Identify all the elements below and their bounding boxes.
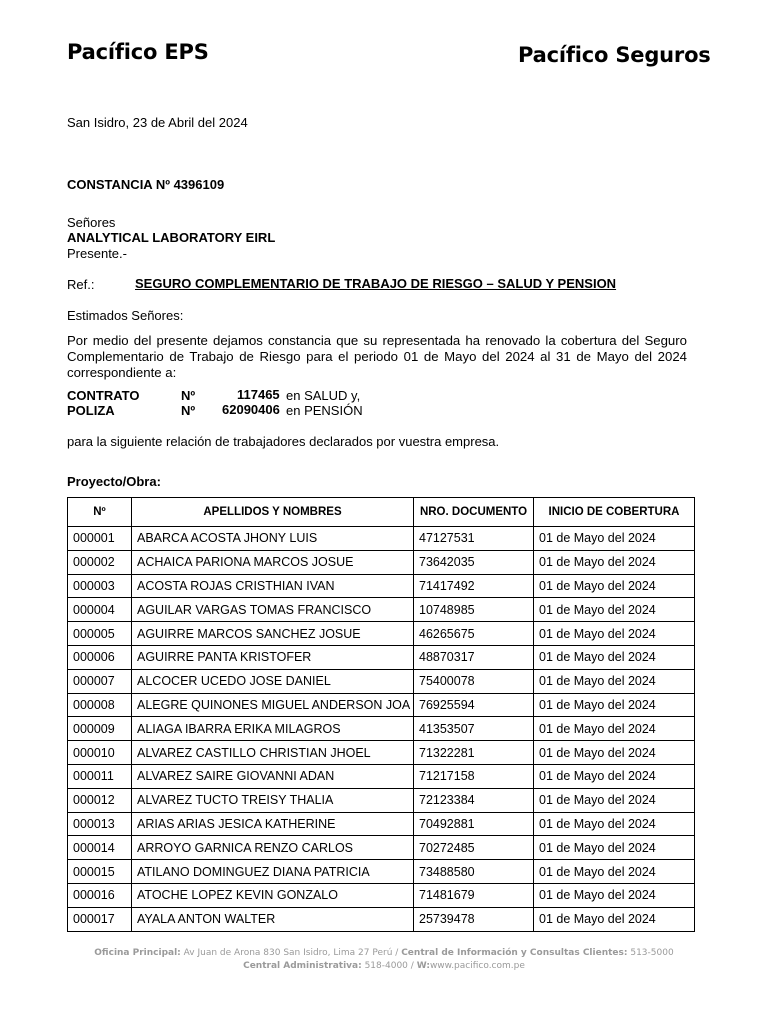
contrato-number: 117465 [237, 387, 280, 402]
header-number: Nº [68, 498, 132, 527]
row-number: 000005 [68, 622, 132, 646]
company-name: ANALYTICAL LABORATORY EIRL [67, 230, 276, 245]
table-row [68, 741, 695, 765]
coverage-start: 01 de Mayo del 2024 [534, 812, 695, 836]
worker-name: ATOCHE LOPEZ KEVIN GONZALO [132, 883, 414, 907]
poliza-desc: en PENSIÓN [286, 403, 363, 418]
worker-name: ACHAICA PARIONA MARCOS JOSUE [132, 550, 414, 574]
constancia-number: CONSTANCIA Nº 4396109 [67, 177, 225, 192]
footer-office-text: Av Juan de Arona 830 San Isidro, Lima 27 Perú / [183, 948, 399, 958]
coverage-start: 01 de Mayo del 2024 [534, 788, 695, 812]
table-row [68, 788, 695, 812]
presente: Presente.- [67, 246, 127, 261]
footer-line-1 [0, 948, 768, 958]
worker-name: ABARCA ACOSTA JHONY LUIS [132, 527, 414, 551]
footer-admin-label: Central Administrativa: [243, 961, 362, 971]
coverage-start: 01 de Mayo del 2024 [534, 764, 695, 788]
table-row [68, 550, 695, 574]
row-number: 000012 [68, 788, 132, 812]
worker-name: AYALA ANTON WALTER [132, 907, 414, 931]
greeting: Estimados Señores: [67, 308, 184, 323]
row-number: 000002 [68, 550, 132, 574]
document-number: 73488580 [414, 860, 534, 884]
footer-info-text: 513-5000 [630, 948, 674, 958]
poliza-n: Nº [181, 403, 196, 418]
table-row [68, 907, 695, 931]
row-number: 000016 [68, 883, 132, 907]
brand-logo-seguros: Pacífico Seguros [518, 43, 711, 67]
workers-table [67, 497, 695, 932]
table-row [68, 645, 695, 669]
coverage-start: 01 de Mayo del 2024 [534, 622, 695, 646]
worker-name: AGUILAR VARGAS TOMAS FRANCISCO [132, 598, 414, 622]
worker-name: ACOSTA ROJAS CRISTHIAN IVAN [132, 574, 414, 598]
document-number: 41353507 [414, 717, 534, 741]
footer-line-2 [0, 961, 768, 971]
coverage-start: 01 de Mayo del 2024 [534, 717, 695, 741]
body-line: Complementario de Trabajo de Riesgo para el periodo 01 de Mayo del 2024 al 31 de Mayo del 2024 [67, 349, 687, 364]
document-number: 71322281 [414, 741, 534, 765]
row-number: 000010 [68, 741, 132, 765]
coverage-start: 01 de Mayo del 2024 [534, 907, 695, 931]
worker-name: ALVAREZ TUCTO TREISY THALIA [132, 788, 414, 812]
worker-name: ALVAREZ SAIRE GIOVANNI ADAN [132, 764, 414, 788]
header-document: NRO. DOCUMENTO [414, 498, 534, 527]
worker-name: AGUIRRE MARCOS SANCHEZ JOSUE [132, 622, 414, 646]
worker-name: AGUIRRE PANTA KRISTOFER [132, 645, 414, 669]
header-coverage: INICIO DE COBERTURA [534, 498, 695, 527]
relation-text: para la siguiente relación de trabajadores declarados por vuestra empresa. [67, 434, 500, 449]
document-number: 46265675 [414, 622, 534, 646]
table-row [68, 883, 695, 907]
coverage-start: 01 de Mayo del 2024 [534, 693, 695, 717]
contrato-desc: en SALUD y, [286, 388, 361, 403]
row-number: 000004 [68, 598, 132, 622]
document-number: 70492881 [414, 812, 534, 836]
header-name: APELLIDOS Y NOMBRES [132, 498, 414, 527]
row-number: 000017 [68, 907, 132, 931]
footer-web-label: W: [416, 961, 430, 971]
project-label: Proyecto/Obra: [67, 474, 161, 489]
row-number: 000006 [68, 645, 132, 669]
coverage-start: 01 de Mayo del 2024 [534, 836, 695, 860]
coverage-start: 01 de Mayo del 2024 [534, 645, 695, 669]
coverage-start: 01 de Mayo del 2024 [534, 741, 695, 765]
coverage-start: 01 de Mayo del 2024 [534, 574, 695, 598]
worker-name: ALCOCER UCEDO JOSE DANIEL [132, 669, 414, 693]
row-number: 000009 [68, 717, 132, 741]
body-line: correspondiente a: [67, 365, 177, 380]
place-date: San Isidro, 23 de Abril del 2024 [67, 115, 248, 130]
coverage-start: 01 de Mayo del 2024 [534, 598, 695, 622]
ref-label: Ref.: [67, 277, 95, 292]
table-row [68, 836, 695, 860]
footer-office-label: Oficina Principal: [94, 948, 181, 958]
worker-name: ALEGRE QUINONES MIGUEL ANDERSON JOA [132, 693, 414, 717]
footer-admin-text: 518-4000 / [364, 961, 414, 971]
document-number: 75400078 [414, 669, 534, 693]
poliza-number: 62090406 [222, 402, 280, 417]
table-row [68, 527, 695, 551]
salutation-prefix: Señores [67, 215, 116, 230]
contrato-label: CONTRATO [67, 388, 140, 403]
row-number: 000001 [68, 527, 132, 551]
coverage-start: 01 de Mayo del 2024 [534, 669, 695, 693]
coverage-start: 01 de Mayo del 2024 [534, 860, 695, 884]
document-number: 10748985 [414, 598, 534, 622]
worker-name: ARROYO GARNICA RENZO CARLOS [132, 836, 414, 860]
row-number: 000015 [68, 860, 132, 884]
ref-text: SEGURO COMPLEMENTARIO DE TRABAJO DE RIESGO – SALUD Y PENSION [135, 276, 617, 291]
row-number: 000008 [68, 693, 132, 717]
body-line: Por medio del presente dejamos constancia que su representada ha renovado la cobertura del Seguro [67, 333, 687, 348]
table-row [68, 622, 695, 646]
contrato-n: Nº [181, 388, 196, 403]
worker-name: ALVAREZ CASTILLO CHRISTIAN JHOEL [132, 741, 414, 765]
poliza-label: POLIZA [67, 403, 115, 418]
coverage-start: 01 de Mayo del 2024 [534, 883, 695, 907]
row-number: 000013 [68, 812, 132, 836]
table-row [68, 669, 695, 693]
document-number: 73642035 [414, 550, 534, 574]
table-row [68, 598, 695, 622]
body-paragraph [67, 333, 687, 381]
worker-name: ATILANO DOMINGUEZ DIANA PATRICIA [132, 860, 414, 884]
document-number: 71481679 [414, 883, 534, 907]
row-number: 000014 [68, 836, 132, 860]
footer-web-text: www.pacifico.com.pe [429, 961, 525, 971]
coverage-start: 01 de Mayo del 2024 [534, 550, 695, 574]
row-number: 000007 [68, 669, 132, 693]
table-row [68, 860, 695, 884]
document-number: 70272485 [414, 836, 534, 860]
document-number: 25739478 [414, 907, 534, 931]
table-row [68, 693, 695, 717]
row-number: 000011 [68, 764, 132, 788]
footer-info-label: Central de Información y Consultas Clientes: [401, 948, 628, 958]
brand-logo-eps: Pacífico EPS [67, 40, 209, 64]
row-number: 000003 [68, 574, 132, 598]
table-row [68, 764, 695, 788]
coverage-start: 01 de Mayo del 2024 [534, 527, 695, 551]
table-row [68, 812, 695, 836]
worker-name: ALIAGA IBARRA ERIKA MILAGROS [132, 717, 414, 741]
document-number: 47127531 [414, 527, 534, 551]
document-number: 71217158 [414, 764, 534, 788]
document-number: 71417492 [414, 574, 534, 598]
table-row [68, 717, 695, 741]
table-row [68, 574, 695, 598]
table-header-row [68, 498, 695, 527]
document-number: 72123384 [414, 788, 534, 812]
document-number: 76925594 [414, 693, 534, 717]
document-number: 48870317 [414, 645, 534, 669]
worker-name: ARIAS ARIAS JESICA KATHERINE [132, 812, 414, 836]
